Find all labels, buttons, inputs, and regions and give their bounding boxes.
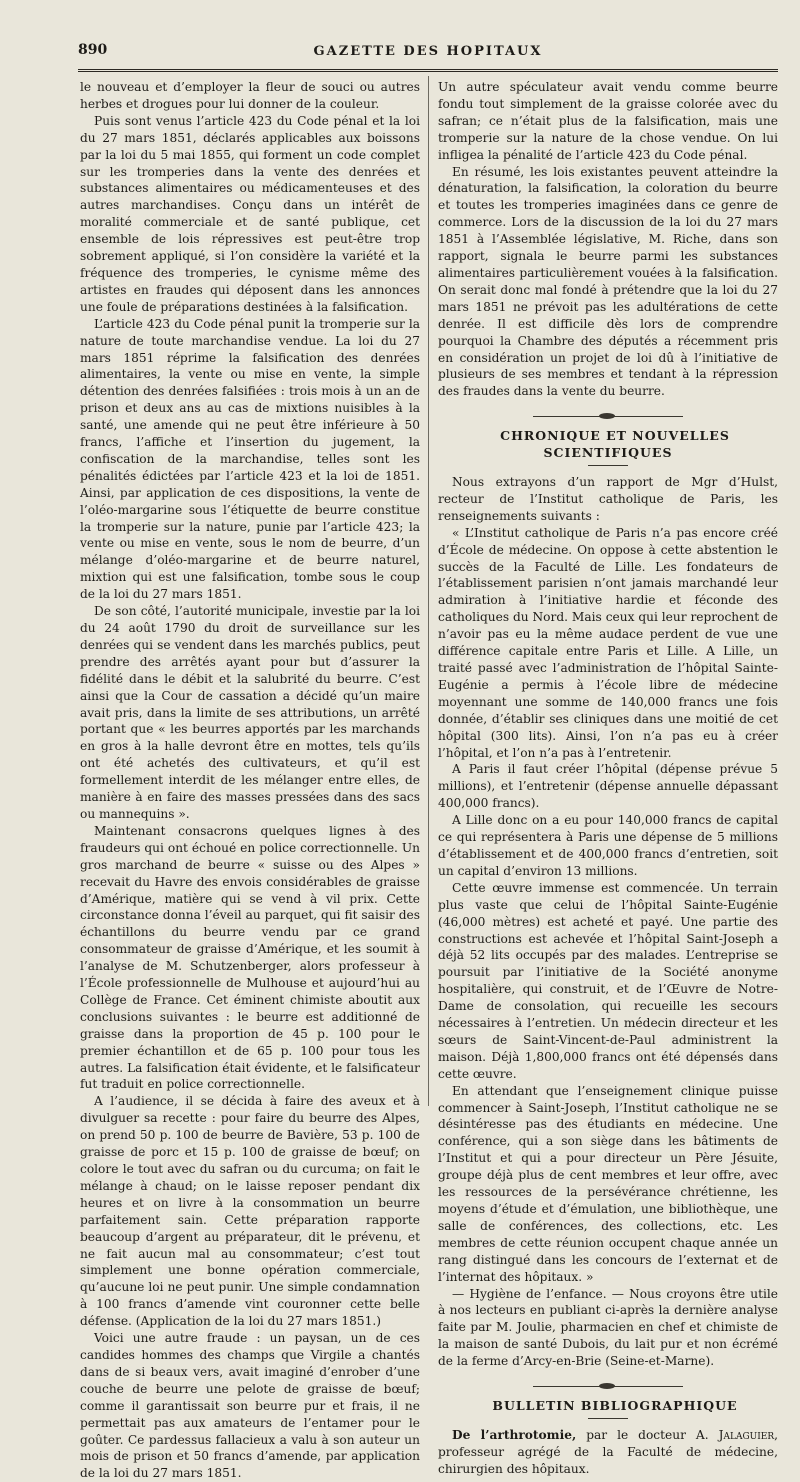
section-separator xyxy=(533,412,683,420)
paragraph: En résumé, les lois existantes peuvent atteindre la dénaturation, la falsification, la coloration du beurre et toutes les tromperies imaginées dans ce genre de commerce. Lors de la discussion de la loi du 27 mars 1851 à l’Assemblée législative, M. Riche, dans son rapport, signala le beurre parmi les substances alimentaires particulièrement vouées à la falsification. On serait donc mal fondé à prétendre que la loi du 27 mars 1851 ne prévoit pas les adultérations de cette denrée. Il est difficile dès lors de comprendre pourquoi la Chambre des députés a récemment pris en considération un projet de loi dû à l’initiative de plusieurs de ses membres et tendant à la répression des fraudes dans la vente du beurre. xyxy=(438,164,778,399)
paragraph: le nouveau et d’employer la fleur de souci ou autres herbes et drogues pour lui donner de la couleur. xyxy=(80,80,420,111)
paragraph: « L’Institut catholique de Paris n’a pas encore créé d’École de médecine. On oppose à cette abstention le succès de la Faculté de Lille. Les fondateurs de l’établissement parisien n’ont jamais marchandé leur admiration à l’initiative hardie et féconde des catholiques du Nord. Mais ceux qui leur reprochent de n’avoir pas eu la même audace perdent de vue une différence capitale entre Paris et Lille. A Lille, un traité passé avec l’administration de l’hôpital Sainte-Eugénie a permis à l’école libre de médecine moyennant une somme de 140,000 francs une fois donnée, d’établir ses cliniques dans une moitié de cet hôpital (300 lits). Ainsi, l’on n’a pas eu à créer l’hôpital, et l’on n’a pas à l’entretenir. xyxy=(438,525,778,760)
page-number: 890 xyxy=(78,42,108,58)
header-rule xyxy=(78,69,778,72)
bibliography-entry-rest: , professeur agrégé de la Faculté de médecine, chirurgien des hôpitaux. xyxy=(438,1427,778,1476)
title-underline xyxy=(588,1418,628,1419)
bibliography-entry-prefix: par le docteur A. xyxy=(576,1427,719,1442)
paragraph: Un autre spéculateur avait vendu comme beurre fondu tout simplement de la graisse colorée avec du safran; ce n’était plus de la falsification, mais une tromperie sur la nature de la chose vendue. On lui infligea la pénalité de l’article 423 du Code pénal. xyxy=(438,80,778,162)
section-separator xyxy=(533,1382,683,1390)
bibliography-entry-title: De l’arthrotomie, xyxy=(452,1427,577,1442)
bibliography-entry-author: Jalaguier xyxy=(718,1427,775,1442)
paragraph: De son côté, l’autorité municipale, investie par la loi du 24 août 1790 du droit de surveillance sur les denrées qui se vendent dans les marchés publics, peut prendre des arrêtés ayant pour but d’assurer la fidélité dans le débit et la salubrité du beurre. C’est ainsi que la Cour de cassation a décidé qu’un maire avait pris, dans la limite de ses attributions, un arrêté portant que « les beurres apportés par les marchands en gros à la halle devront être en mottes, tels qu’ils ont été achetés des cultivateurs, et qu’il est formellement interdit de les mélanger entre elles, de manière à en faire des masses pressées dans des sacs ou mannequins ». xyxy=(80,604,420,821)
column-divider xyxy=(428,76,429,1106)
right-column xyxy=(438,79,778,1478)
paragraph: A Lille donc on a eu pour 140,000 francs de capital ce qui représentera à Paris une dépense de 5 millions d’établissement et de 400,000 francs d’entretien, soit un capital d’environ 13 millions. xyxy=(438,813,778,878)
paragraph: Voici une autre fraude : un paysan, un de ces candides hommes des champs que Virgile a chantés dans de si beaux vers, avait imaginé d’enrober d’une couche de beurre une pelote de graisse de bœuf; comme il garantissait son beurre pur et frais, il ne permettait pas aux amateurs de l’entamer pour le goûter. Ce pardessus fallacieux a valu à son auteur un mois de prison et 50 francs d’amende, par application de la loi du 27 mars 1851. xyxy=(80,1331,420,1481)
section-title-chronique: CHRONIQUE ET NOUVELLES SCIENTIFIQUES xyxy=(500,428,730,461)
section-title-bulletin: BULLETIN BIBLIOGRAPHIQUE xyxy=(492,1398,738,1414)
paragraph: L’article 423 du Code pénal punit la tromperie sur la nature de toute marchandise vendue. La loi du 27 mars 1851 réprime la falsification des denrées alimentaires, la vente ou mise en vente, la simple détention des denrées falsifiées : trois mois à un an de prison et deux ans au cas de mixtions nuisibles à la santé, une amende qui ne peut être inférieure à 50 francs, l’affiche et l’insertion du jugement, la confiscation de la marchandise, telles sont les pénalités édictées par l’article 423 et la loi de 1851. Ainsi, par application de ces dispositions, la vente de l’oléo-margarine sous l’étiquette de beurre constitue la tromperie sur la nature, punie par l’article 423; la vente ou mise en vente, sous le nom de beurre, d’un mélange d’oléo-margarine et de beurre naturel, mixtion qui est une falsification, tombe sous le coup de la loi du 27 mars 1851. xyxy=(80,316,420,602)
paragraph: A Paris il faut créer l’hôpital (dépense prévue 5 millions), et l’entretenir (dépense annuelle dépassant 400,000 francs). xyxy=(438,762,778,811)
journal-title: GAZETTE DES HOPITAUX xyxy=(313,44,543,59)
paragraph: Puis sont venus l’article 423 du Code pénal et la loi du 27 mars 1851, déclarés applicables aux boissons par la loi du 5 mai 1855, qui forment un code complet sur les tromperies dans la vente des denrées et substances alimentaires ou médicamenteuses et des autres marchandises. Conçu dans un intérêt de moralité commerciale et de santé publique, cet ensemble de lois répressives est peut-être trop sobrement appliqué, si l’on considère la variété et la fréquence des tromperies, le cynisme même des artistes en fraudes qui déposent dans les annonces une foule de préparations destinées à la falsification. xyxy=(80,113,420,314)
page-header xyxy=(78,42,778,66)
left-column xyxy=(80,79,420,1482)
paragraph: — Hygiène de l’enfance. — Nous croyons être utile à nos lecteurs en publiant ci-après la dernière analyse faite par M. Joulie, pharmacien en chef et chimiste de la maison de santé Dubois, du lait pur et non écrémé de la ferme d’Arcy-en-Brie (Seine-et-Marne). xyxy=(438,1286,778,1369)
paragraph: En attendant que l’enseignement clinique puisse commencer à Saint-Joseph, l’Institut catholique ne se désintéresse pas des étudiants en médecine. Une conférence, qui a son siège dans les bâtiments de l’Institut et qui a pour directeur un Père Jésuite, groupe déjà plus de cent membres et leur offre, avec les ressources de la persévérance chrétienne, les moyens d’étude et d’émulation, une bibliothèque, une salle de conférences, des collections, etc. Les membres de cette réunion occupent chaque année un rang distingué dans les concours de l’externat et de l’internat des hôpitaux. » xyxy=(438,1083,778,1284)
paragraph: Nous extrayons d’un rapport de Mgr d’Hulst, recteur de l’Institut catholique de Paris, les renseignements suivants : xyxy=(438,475,778,523)
paragraph: Cette œuvre immense est commencée. Un terrain plus vaste que celui de l’hôpital Sainte-Eugénie (46,000 mètres) est acheté et payé. Une partie des constructions est achevée et l’hôpital Saint-Joseph a déjà 52 lits occupés par des malades. L’entreprise se poursuit par l’initiative de la Société anonyme hospitalière, qui construit, et de l’Œuvre de Notre-Dame de consolation, qui recueille les secours nécessaires à l’entretien. Un médecin directeur et les sœurs de Saint-Vincent-de-Paul administrent la maison. Déjà 1,800,000 francs ont été dépensés dans cette œuvre. xyxy=(438,880,778,1081)
paragraph: A l’audience, il se décida à faire des aveux et à divulguer sa recette : pour faire du beurre des Alpes, on prend 50 p. 100 de beurre de Bavière, 53 p. 100 de graisse de porc et 15 p. 100 de graisse de bœuf; on colore le tout avec du safran ou du curcuma; on fait le mélange à chaud; on le laisse reposer pendant dix heures et on livre à la consommation un beurre parfaitement sain. Cette préparation rapporte beaucoup d’argent au préparateur, dit le prévenu, et ne fait aucun mal au consommateur; c’est tout simplement une bonne opération commerciale, qu’aucune loi ne peut punir. Une simple condamnation à 100 francs d’amende vint couronner cette belle défense. (Application de la loi du 27 mars 1851.) xyxy=(80,1094,420,1329)
title-underline xyxy=(588,465,628,466)
paragraph: Maintenant consacrons quelques lignes à des fraudeurs qui ont échoué en police correctionnelle. Un gros marchand de beurre « suisse ou des Alpes » recevait du Havre des envois considérables de graisse d’Amérique, matière qui se vend à vil prix. Cette circonstance donna l’éveil au parquet, qui fit saisir des échantillons du beurre vendu par ce grand consommateur de graisse d’Amérique, et les soumit à l’analyse de M. Schutzenberger, alors professeur à l’École professionnelle de Mulhouse et aujourd’hui au Collège de France. Cet éminent chimiste aboutit aux conclusions suivantes : le beurre est additionné de graisse dans la proportion de 45 p. 100 pour le premier échantillon et de 65 p. 100 pour tous les autres. La falsification était évidente, et le falsificateur fut traduit en police correctionnelle. xyxy=(80,823,420,1092)
bibliography-entry xyxy=(438,1427,778,1478)
